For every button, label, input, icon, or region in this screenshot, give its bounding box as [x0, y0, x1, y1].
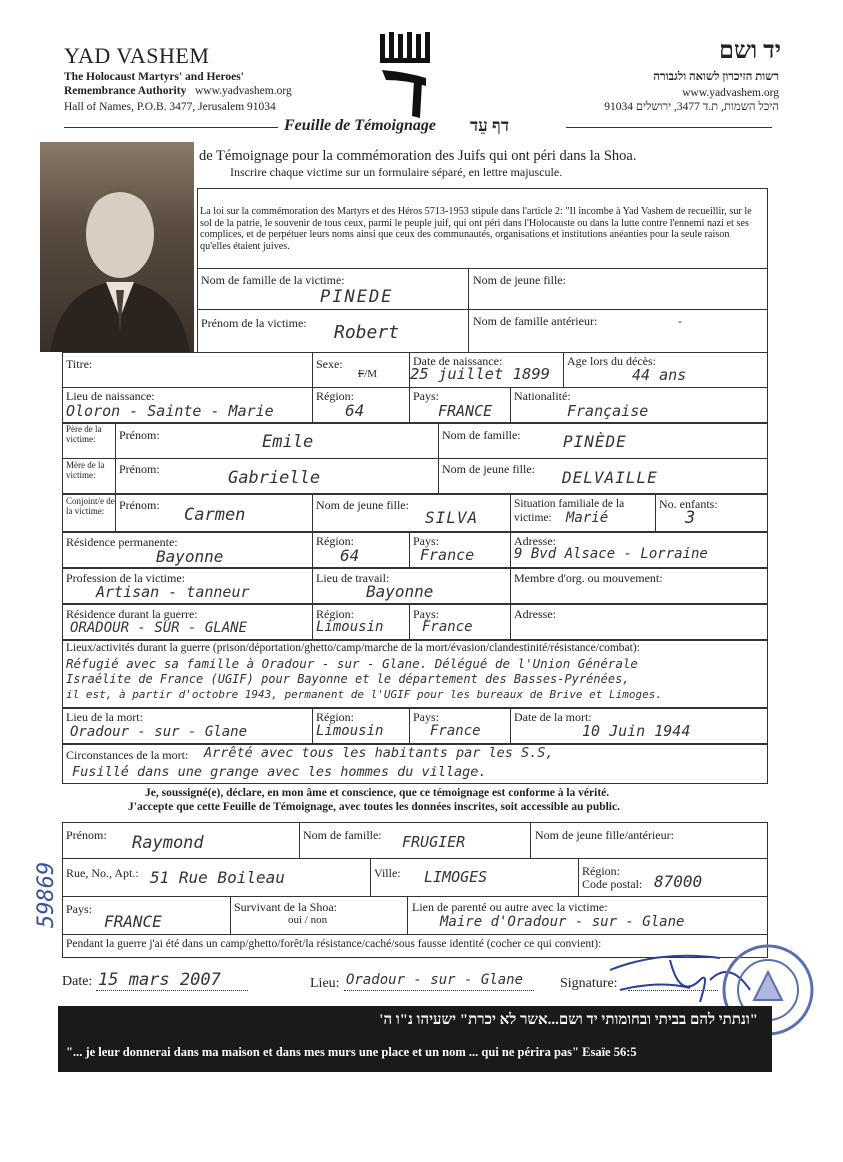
country-label: Pays:	[413, 389, 440, 403]
title-rule-left	[64, 127, 278, 128]
divider	[312, 604, 313, 640]
hebrew-subtitle: רשות הזיכרון לשואה ולגבורה	[653, 71, 779, 83]
mother-last[interactable]: DELVAILLE	[562, 468, 658, 487]
birthplace-label: Lieu de naissance:	[66, 389, 155, 403]
war-res[interactable]: ORADOUR - SUR - GLANE	[70, 620, 248, 636]
victim-surname[interactable]: PINEDE	[320, 287, 394, 307]
divider	[312, 568, 313, 604]
perm-country-label: Pays:	[413, 534, 440, 548]
death-date-label: Date de la mort:	[514, 710, 592, 724]
mother-first[interactable]: Gabrielle	[228, 468, 321, 488]
circ-line-2[interactable]: Fusillé dans une grange avec les hommes du village.	[72, 764, 487, 780]
divider	[655, 494, 656, 532]
children-count[interactable]: 3	[685, 508, 696, 528]
form-title: Feuille de Témoignage	[284, 117, 436, 134]
perm-country[interactable]: France	[420, 546, 475, 564]
intro-line-2: Inscrire chaque victime sur un formulaire séparé, en lettre majuscule.	[230, 165, 563, 179]
sex-label: Sexe:	[316, 357, 343, 371]
sub-last[interactable]: FRUGIER	[402, 833, 466, 851]
divider	[62, 896, 768, 897]
signoff-date[interactable]: 15 mars 2007	[98, 970, 221, 990]
website: www.yadvashem.org	[194, 85, 292, 97]
divider	[407, 896, 408, 934]
hebrew-website: www.yadvashem.org	[682, 87, 779, 99]
divider	[530, 822, 531, 858]
date-underline	[96, 990, 248, 991]
divider	[62, 934, 768, 935]
divider	[578, 858, 579, 896]
mother-last-label: Nom de jeune fille:	[442, 462, 535, 476]
divider	[115, 458, 116, 494]
birthdate[interactable]: 25 juillet 1899	[410, 365, 550, 383]
mother-row	[62, 458, 768, 494]
divider	[409, 387, 410, 423]
divider	[312, 532, 313, 568]
circ-label: Circonstances de la mort:	[66, 748, 189, 762]
divider	[409, 708, 410, 744]
victim-surname-label: Nom de famille de la victime:	[201, 273, 345, 287]
father-last-label: Nom de famille:	[442, 428, 521, 442]
spouse-first[interactable]: Carmen	[184, 505, 246, 525]
birthdate-label: Date de naissance:	[413, 354, 503, 368]
subtitle-line-2: Remembrance Authority	[64, 85, 187, 97]
spouse-maiden-label: Nom de jeune fille:	[316, 498, 409, 512]
birthplace[interactable]: Oloron - Sainte - Marie	[66, 402, 274, 420]
perm-address[interactable]: 9 Bvd Alsace - Lorraine	[514, 546, 708, 562]
perm-region[interactable]: 64	[340, 546, 360, 565]
war-region-label: Région:	[316, 607, 354, 621]
region-label: Région:	[316, 389, 354, 403]
war-res-label: Résidence durant la guerre:	[66, 607, 198, 621]
signoff-place-label: Lieu:	[310, 976, 340, 991]
birth-country[interactable]: FRANCE	[438, 402, 493, 420]
war-country[interactable]: France	[422, 619, 473, 635]
victim-photo	[40, 142, 194, 352]
divider	[197, 309, 768, 310]
victim-firstname-label: Prénom de la victime:	[201, 316, 307, 330]
birth-region[interactable]: 64	[345, 401, 365, 420]
divider	[115, 494, 116, 532]
city[interactable]: LIMOGES	[424, 868, 488, 886]
intro-line-1: de Témoignage pour la commémoration des Juifs qui ont péri dans la Shoa.	[199, 148, 637, 164]
death-region-label: Région:	[316, 710, 354, 724]
victim-prev-surname[interactable]: -	[678, 314, 682, 328]
sub-first-label: Prénom:	[66, 828, 107, 842]
perm-res[interactable]: Bayonne	[156, 547, 224, 566]
children-label: No. enfants:	[659, 497, 718, 511]
nationality[interactable]: Française	[567, 402, 649, 420]
death-place-label: Lieu de la mort:	[66, 710, 143, 724]
perm-address-label: Adresse:	[514, 534, 556, 548]
age-label: Age lors du décès:	[567, 354, 656, 368]
form-title-hebrew: דף עֵד	[470, 116, 510, 135]
spouse-status[interactable]: Marié	[566, 510, 609, 526]
survivor-options[interactable]: oui / non	[288, 914, 328, 926]
divider	[312, 494, 313, 532]
victim-prev-surname-label: Nom de famille antérieur:	[473, 314, 598, 328]
spouse-maiden[interactable]: SILVA	[425, 508, 479, 527]
signoff-place[interactable]: Oradour - sur - Glane	[346, 972, 524, 988]
divider	[409, 604, 410, 640]
sub-region-label: Région:	[582, 864, 620, 878]
father-last[interactable]: PINÈDE	[563, 432, 627, 451]
divider	[510, 532, 511, 568]
declaration-line-2: J'accepte que cette Feuille de Témoignage, avec toutes les données inscrites, soit accessible au public.	[128, 801, 620, 813]
place-underline	[344, 990, 534, 991]
member-label: Membre d'org. ou mouvement:	[514, 571, 663, 585]
death-region[interactable]: Limousin	[316, 723, 384, 739]
portrait-icon	[40, 142, 194, 352]
war-address-label: Adresse:	[514, 607, 556, 621]
activities-label: Lieux/activités durant la guerre (prison/déportation/ghetto/camp/marche de la mort/évasion/clandestinité/résistance/combat):	[66, 642, 640, 654]
divider	[370, 858, 371, 896]
mother-first-label: Prénom:	[119, 462, 160, 476]
father-role-label: Père de la victime:	[66, 424, 102, 444]
sub-last-label: Nom de famille:	[303, 828, 382, 842]
divider	[438, 458, 439, 494]
footer-hebrew: "ונתתי להם בביתי ובחומותי יד ושם...אשר לא יכרת" ישעיהו נ"ו ה'	[379, 1012, 758, 1028]
signoff-date-label: Date:	[62, 974, 93, 989]
street-label: Rue, No., Apt.:	[66, 866, 139, 880]
divider	[510, 568, 511, 604]
divider	[510, 387, 511, 423]
hebrew-address: היכל השמות, ת.ד 3477, ירושלים 91034	[604, 101, 779, 113]
sub-country[interactable]: FRANCE	[104, 912, 162, 931]
divider	[312, 387, 313, 423]
divider	[230, 896, 231, 934]
age[interactable]: 44 ans	[632, 366, 687, 384]
divider	[312, 352, 313, 388]
divider	[312, 708, 313, 744]
org-name: YAD VASHEM	[64, 43, 210, 68]
sex-value[interactable]: F/M	[358, 368, 377, 380]
signature-label: Signature:	[560, 976, 618, 991]
divider	[115, 423, 116, 459]
activities-line-2[interactable]: Israélite de France (UGIF) pour Bayonne et le département des Basses-Pyrénées,	[66, 672, 630, 686]
divider	[468, 268, 469, 352]
war-country-label: Pays:	[413, 607, 440, 621]
father-row	[62, 423, 768, 459]
declaration-line-1: Je, soussigné(e), déclare, en mon âme et conscience, que ce témoignage est conforme à la vérité.	[145, 787, 610, 799]
spouse-status-label: Situation familiale de la victime:	[514, 498, 625, 524]
hebrew-org-name: יד ושם	[719, 38, 781, 64]
mother-role-label: Mère de la victime:	[66, 460, 105, 480]
profession-label: Profession de la victime:	[66, 571, 185, 585]
workplace[interactable]: Bayonne	[366, 582, 434, 601]
footer-french: "... je leur donnerai dans ma maison et dans mes murs une place et un nom ... qui ne périra pas" Esaïe 56:5	[66, 1045, 637, 1059]
divider	[510, 708, 511, 744]
death-date[interactable]: 10 Juin 1944	[582, 722, 691, 740]
side-number: 59869	[34, 861, 59, 928]
victim-maiden-label: Nom de jeune fille:	[473, 273, 566, 287]
org-subtitle	[64, 70, 292, 98]
perm-region-label: Région:	[316, 534, 354, 548]
father-first[interactable]: Emile	[262, 432, 314, 452]
death-place[interactable]: Oradour - sur - Glane	[70, 724, 248, 740]
street[interactable]: 51 Rue Boileau	[150, 868, 285, 887]
divider	[438, 423, 439, 459]
title-label: Titre:	[66, 357, 93, 371]
spouse-role-label: Conjoint/e de la victime:	[66, 496, 115, 516]
war-region[interactable]: Limousin	[316, 619, 384, 635]
city-label: Ville:	[374, 866, 401, 880]
law-text: La loi sur la commémoration des Martyrs et des Héros 5713-1953 stipule dans l'article 2: "Il incombe à Yad Vashem de recueillir, sur le sol de la patrie, le souvenir de tous ceux, parmi le peuple juif, qui ont péri dans l'Holocauste ou dans la lutte contre l'ennemi nazi et ses complices, et de perpétuer leurs noms ainsi que ceux des communautés, organisations et institutions anéanties pour la seule raison qu'elles étaient juives.	[200, 206, 752, 252]
survivor-label: Survivant de la Shoa:	[234, 900, 337, 914]
nationality-label: Nationalité:	[514, 389, 571, 403]
perm-res-label: Résidence permanente:	[66, 535, 178, 549]
yad-vashem-logo-icon	[376, 30, 438, 120]
relation[interactable]: Maire d'Oradour - sur - Glane	[440, 914, 685, 930]
sub-maiden-label: Nom de jeune fille/antérieur:	[535, 828, 674, 842]
postal-label: Code postal:	[582, 877, 643, 891]
circ-line-1[interactable]: Arrêté avec tous les habitants par les S.S,	[204, 745, 554, 761]
divider	[62, 858, 768, 859]
subtitle-line-1: The Holocaust Martyrs' and Heroes'	[64, 71, 244, 83]
divider	[409, 532, 410, 568]
work-label: Lieu de travail:	[316, 571, 390, 585]
divider	[510, 604, 511, 640]
father-first-label: Prénom:	[119, 428, 160, 442]
divider	[197, 268, 768, 269]
profession[interactable]: Artisan - tanneur	[96, 583, 250, 601]
divider	[299, 822, 300, 858]
title-rule-right	[566, 127, 772, 128]
activities-line-1[interactable]: Réfugié avec sa famille à Oradour - sur - Glane. Délégué de l'Union Générale	[66, 656, 638, 671]
divider	[510, 494, 511, 532]
death-country-label: Pays:	[413, 710, 440, 724]
divider	[563, 352, 564, 388]
death-country[interactable]: France	[430, 723, 481, 739]
relation-label: Lien de parenté ou autre avec la victime:	[412, 900, 608, 914]
victim-firstname[interactable]: Robert	[334, 322, 400, 343]
spouse-first-label: Prénom:	[119, 498, 160, 512]
sub-first[interactable]: Raymond	[132, 833, 204, 853]
activities-line-3[interactable]: il est, à partir d'octobre 1943, permanent de l'UGIF pour les bureaux de Brive et Limoges.	[66, 688, 663, 701]
camp-text: Pendant la guerre j'ai été dans un camp/ghetto/forêt/la résistance/caché/sous fausse identité (cocher ce qui convient):	[66, 938, 602, 950]
postal[interactable]: 87000	[654, 872, 703, 891]
sub-country-label: Pays:	[66, 902, 93, 916]
org-address: Hall of Names, P.O.B. 3477, Jerusalem 91034	[64, 101, 276, 113]
